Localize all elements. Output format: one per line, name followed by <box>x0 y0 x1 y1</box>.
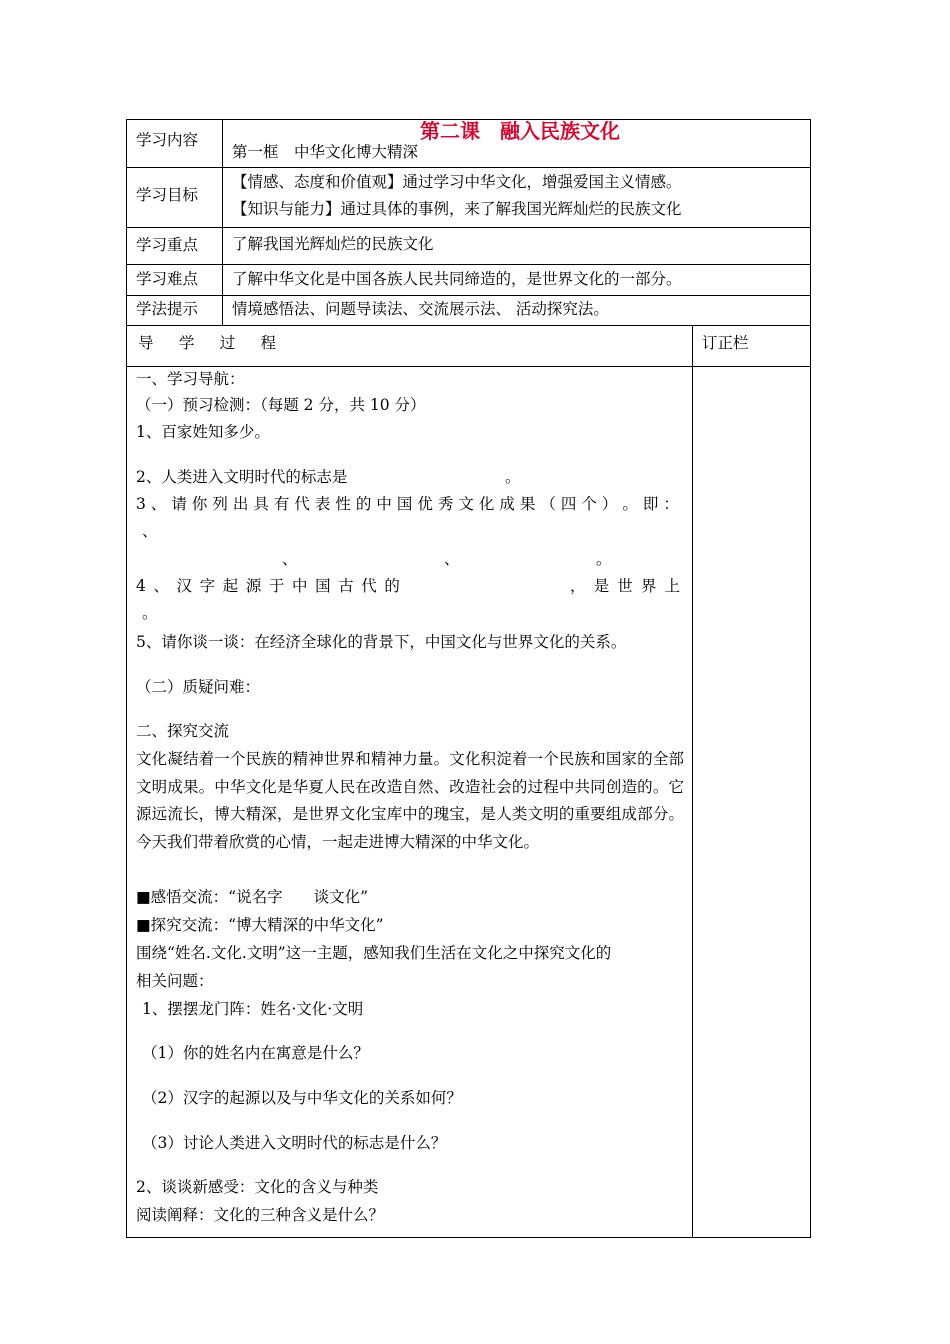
table-bottom-line <box>126 1237 811 1238</box>
row-line-6 <box>126 366 811 367</box>
question-3 <box>136 494 679 514</box>
q4-char: 4 <box>136 577 146 595</box>
culture-paragraph: 文化凝结着一个民族的精神世界和精神力量。文化积淀着一个民族和国家的全部文明成果。中华文化是华夏人民在改造自然、改造社会的过程中共同创造的。它源远流长，博大精深，是世界文化宝库中的瑰宝，是人类文明的重要组成部分。今天我们带着欣赏的心情，一起走进博大精深的中华文化。 <box>136 750 684 851</box>
section-2-heading: 二、探究交流 <box>136 722 230 740</box>
q3-char: 中 <box>376 495 392 513</box>
q4-char: 起 <box>222 577 239 595</box>
q4-char: 古 <box>338 577 354 595</box>
activity-1-question-1: （1）你的姓名内在寓意是什么？ <box>142 1044 369 1062</box>
q4-char: 国 <box>315 577 331 595</box>
table-right-line <box>810 119 811 1238</box>
activity-1: 1、摆摆龙门阵：姓名·文化·文明 <box>142 1000 364 1018</box>
correction-column-label: 订正栏 <box>702 334 749 352</box>
q3-char: ） <box>601 495 618 513</box>
activity-2-reading: 阅读阐释：文化的三种含义是什么？ <box>136 1206 385 1224</box>
content-value: 第一框 中华文化博大精深 <box>232 143 419 161</box>
difficulty-value: 了解中华文化是中国各族人民共同缔造的，是世界文化的一部分。 <box>232 270 682 288</box>
q3-line-2: 、 <box>142 522 158 540</box>
table-left-line <box>126 119 127 1238</box>
q3-char: 列 <box>212 495 228 513</box>
q3-char: 优 <box>417 495 433 513</box>
q4-char: 字 <box>199 577 216 595</box>
q3-char: 即 <box>642 495 659 513</box>
q3-line-3-c: 。 <box>596 550 612 568</box>
q3-char: 国 <box>396 495 413 513</box>
question-2: 2、人类进入文明时代的标志是 <box>136 468 348 486</box>
q4-char: 是 <box>593 577 610 595</box>
q3-char: 具 <box>253 495 269 513</box>
preview-test-heading: （一）预习检测：（每题 2 分，共 10 分） <box>136 396 426 414</box>
row-line-3 <box>126 264 811 265</box>
method-value: 情境感悟法、问题导读法、交流展示法、 活动探究法。 <box>232 300 609 318</box>
q3-char: 3 <box>136 495 146 513</box>
q4-line-2: 。 <box>142 604 158 622</box>
label-difficulties: 学习难点 <box>136 270 199 288</box>
correction-column-line <box>692 325 693 1238</box>
q3-char: 化 <box>478 495 495 513</box>
q3-char: 秀 <box>437 495 454 513</box>
goal-emotion: 【情感、态度和价值观】通过学习中华文化，增强爱国主义情感。 <box>232 173 682 191</box>
q3-char: 代 <box>294 495 310 513</box>
question-5: 5、请你谈一谈：在经济全球化的背景下，中国文化与世界文化的关系。 <box>136 633 627 651</box>
q4-char: 源 <box>245 577 262 595</box>
q3-char: 的 <box>355 495 372 513</box>
question-4-part-a <box>136 576 400 596</box>
activity-1-question-2: （2）汉字的起源以及与中华文化的关系如何？ <box>142 1089 462 1107</box>
label-goals: 学习目标 <box>136 186 199 204</box>
q3-char: 四 <box>560 495 577 513</box>
q3-char: 表 <box>314 495 331 513</box>
q4-char: 代 <box>361 577 377 595</box>
q4-char: 上 <box>664 577 680 595</box>
q3-char: 性 <box>335 495 351 513</box>
label-content: 学习内容 <box>136 131 199 149</box>
q3-char: 文 <box>458 495 474 513</box>
q4-char: 于 <box>268 577 285 595</box>
q3-char: 成 <box>499 495 515 513</box>
q3-char: 个 <box>581 495 597 513</box>
q3-char: 有 <box>273 495 290 513</box>
intro-line-1: 围绕“姓名.文化.文明”这一主题，感知我们生活在文化之中探究文化的 <box>136 944 612 962</box>
process-char: 程 <box>260 334 276 352</box>
q3-line-3-a: 、 <box>282 550 298 568</box>
label-column-line <box>222 119 223 326</box>
process-char: 学 <box>178 334 195 352</box>
q3-char: 出 <box>232 495 249 513</box>
label-method: 学法提示 <box>136 300 199 318</box>
q3-char: ： <box>663 495 679 513</box>
label-key-points: 学习重点 <box>136 236 199 254</box>
q4-char: 、 <box>153 577 169 595</box>
q3-char: 请 <box>171 495 187 513</box>
question-2-end: 。 <box>505 468 521 486</box>
row-line-2 <box>126 227 811 228</box>
q4-char: 的 <box>384 577 400 595</box>
questions-heading: （二）质疑问难： <box>136 678 261 696</box>
q4-char: 中 <box>292 577 308 595</box>
q4-char: 界 <box>640 577 657 595</box>
lesson-title: 第二课 融入民族文化 <box>420 119 620 143</box>
q3-char: （ <box>540 495 556 513</box>
question-4-part-b <box>570 576 680 596</box>
q3-char: 、 <box>150 495 167 513</box>
activity-1-question-3: （3）讨论人类进入文明时代的标志是什么？ <box>142 1134 447 1152</box>
q4-char: 汉 <box>176 577 193 595</box>
question-1: 1、百家姓知多少。 <box>136 423 270 441</box>
activity-2: 2、谈谈新感受：文化的含义与种类 <box>136 1178 379 1196</box>
process-char: 过 <box>219 334 236 352</box>
q4-char: 世 <box>617 577 633 595</box>
goal-knowledge: 【知识与能力】通过具体的事例，来了解我国光辉灿烂的民族文化 <box>232 200 682 218</box>
bullet-exploration: ■探究交流：“博大精深的中华文化” <box>136 916 384 934</box>
process-char: 导 <box>138 334 154 352</box>
row-line-5 <box>126 325 811 326</box>
q3-char: 你 <box>191 495 208 513</box>
intro-line-2: 相关问题： <box>136 972 214 990</box>
q3-char: 。 <box>622 495 638 513</box>
section-1-heading: 一、学习导航： <box>136 370 245 388</box>
q3-char: 果 <box>519 495 536 513</box>
process-header <box>138 333 276 353</box>
row-line-4 <box>126 295 811 296</box>
row-line-1 <box>126 167 811 168</box>
q4-char: ， <box>570 577 586 595</box>
q3-line-3-b: 、 <box>444 550 460 568</box>
bullet-perception: ■感悟交流：“说名字 谈文化” <box>136 888 368 906</box>
key-point-value: 了解我国光辉灿烂的民族文化 <box>232 235 434 253</box>
